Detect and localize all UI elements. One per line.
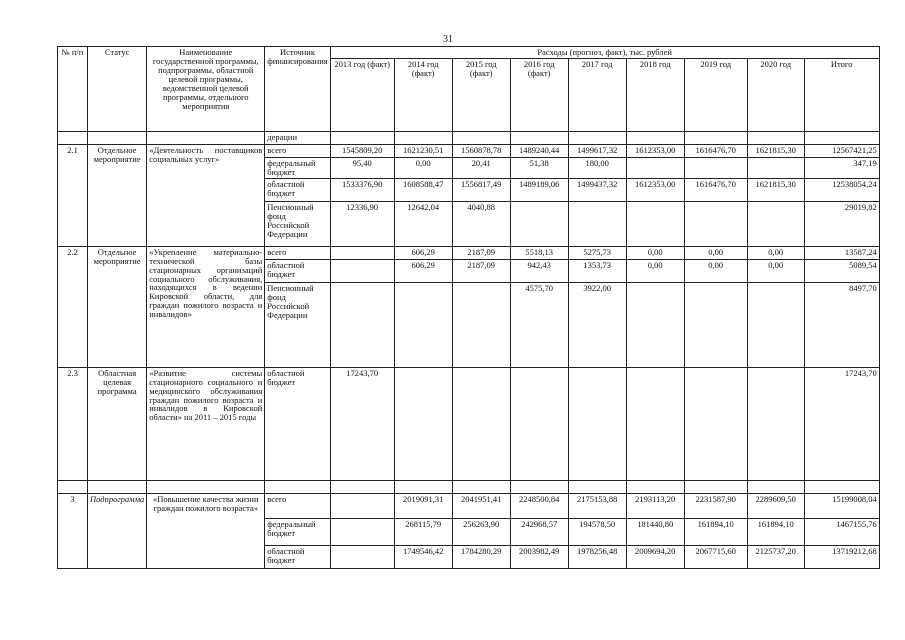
header-name: Наименование государственной программы, подпрограммы, областной целевой программы, ведомственной целевой программы, отдельного мероприятия: [147, 47, 265, 132]
row-source: Пенсионный фонд Российской Федерации: [265, 282, 330, 367]
row-status: Отдельное мероприятие: [88, 144, 147, 246]
row-status: Подпрограмма: [88, 493, 147, 568]
row-value: 0,00: [626, 259, 684, 282]
carry-over-row: [58, 131, 880, 144]
header-status: Статус: [88, 47, 147, 132]
row-value: [747, 157, 804, 178]
row-value: [684, 282, 747, 367]
row-value: 17243,70: [330, 367, 394, 480]
row-value: 0,00: [684, 259, 747, 282]
carry-over-text: дерации: [265, 131, 330, 144]
row-value: [510, 201, 568, 246]
row-source: областной бюджет: [265, 545, 330, 568]
row-value: 180,00: [568, 157, 626, 178]
row-value: 1353,73: [568, 259, 626, 282]
row-value: 0,00: [747, 246, 804, 259]
row-source: Пенсионный фонд Российской Федерации: [265, 201, 330, 246]
empty-cell: [804, 131, 879, 144]
row-value: 2003982,49: [510, 545, 568, 568]
row-value: 2289609,50: [747, 493, 804, 518]
row-value: 20,41: [452, 157, 510, 178]
row-value: [394, 282, 452, 367]
row-value: 1621815,30: [747, 178, 804, 201]
header-expenses: Расходы (прогноз, факт), тыс. рублей: [330, 47, 879, 59]
empty-cell: [684, 480, 747, 493]
row-value: 1749546,42: [394, 545, 452, 568]
row-value: 1621230,51: [394, 144, 452, 157]
row-source: областной бюджет: [265, 367, 330, 480]
empty-cell: [88, 131, 147, 144]
row-value: 8497,70: [804, 282, 879, 367]
empty-cell: [147, 131, 265, 144]
row-value: 1612353,00: [626, 144, 684, 157]
header-year: 2018 год: [626, 58, 684, 131]
row-value: 0,00: [747, 259, 804, 282]
empty-cell: [684, 131, 747, 144]
row-value: 606,29: [394, 246, 452, 259]
row-value: 268115,79: [394, 518, 452, 545]
table-row: [58, 144, 880, 157]
empty-cell: [568, 480, 626, 493]
empty-cell: [265, 480, 330, 493]
row-value: 1467155,76: [804, 518, 879, 545]
empty-cell: [58, 131, 88, 144]
empty-cell: [510, 480, 568, 493]
empty-cell: [330, 480, 394, 493]
row-value: 161894,10: [747, 518, 804, 545]
row-value: [747, 367, 804, 480]
row-value: 12567421,25: [804, 144, 879, 157]
row-value: 1616476,70: [684, 144, 747, 157]
empty-cell: [330, 131, 394, 144]
row-value: [330, 518, 394, 545]
row-value: 1545809,20: [330, 144, 394, 157]
row-value: 161894,10: [684, 518, 747, 545]
row-source: всего: [265, 144, 330, 157]
row-value: 2175153,88: [568, 493, 626, 518]
row-value: 1621815,30: [747, 144, 804, 157]
row-source: всего: [265, 493, 330, 518]
row-value: 256263,90: [452, 518, 510, 545]
row-value: 15199008,04: [804, 493, 879, 518]
row-value: 1499437,32: [568, 178, 626, 201]
row-num: 3: [58, 493, 88, 568]
row-value: 1608588,47: [394, 178, 452, 201]
row-value: [330, 246, 394, 259]
row-value: 3922,00: [568, 282, 626, 367]
empty-cell: [626, 131, 684, 144]
row-num: 2.1: [58, 144, 88, 246]
row-value: 1616476,70: [684, 178, 747, 201]
row-value: 4040,88: [452, 201, 510, 246]
empty-cell: [510, 131, 568, 144]
empty-cell: [88, 480, 147, 493]
row-value: 0,00: [394, 157, 452, 178]
row-value: [747, 282, 804, 367]
expenses-table: [57, 46, 880, 569]
row-value: 2019091,31: [394, 493, 452, 518]
row-status: Областная целевая программа: [88, 367, 147, 480]
row-value: [568, 367, 626, 480]
row-name: «Укрепление материально-технической базы стационарных организаций социального обслуживания, находящихся в ведении Кировской области, для граждан пожилого возраста и инвалидов»: [147, 246, 265, 367]
row-value: 95,40: [330, 157, 394, 178]
row-value: 51,38: [510, 157, 568, 178]
row-value: [330, 493, 394, 518]
row-value: [684, 367, 747, 480]
row-status: Отдельное мероприятие: [88, 246, 147, 367]
header-year: 2020 год: [747, 58, 804, 131]
row-value: 606,29: [394, 259, 452, 282]
header-year: 2015 год (факт): [452, 58, 510, 131]
row-value: [330, 545, 394, 568]
row-value: 5518,13: [510, 246, 568, 259]
empty-cell: [394, 480, 452, 493]
row-value: 13587,24: [804, 246, 879, 259]
header-year: 2014 год (факт): [394, 58, 452, 131]
empty-cell: [147, 480, 265, 493]
row-value: 1533376,90: [330, 178, 394, 201]
empty-cell: [452, 480, 510, 493]
page-number: 31: [443, 34, 453, 45]
row-source: всего: [265, 246, 330, 259]
header-year: Итого: [804, 58, 879, 131]
row-value: 2248500,84: [510, 493, 568, 518]
row-value: 2067715,60: [684, 545, 747, 568]
row-value: [684, 157, 747, 178]
row-value: 12642,04: [394, 201, 452, 246]
row-value: 347,19: [804, 157, 879, 178]
row-value: 5089,54: [804, 259, 879, 282]
row-value: 1489189,06: [510, 178, 568, 201]
empty-cell: [747, 131, 804, 144]
row-value: [452, 282, 510, 367]
row-value: 2187,09: [452, 246, 510, 259]
row-value: 1556817,49: [452, 178, 510, 201]
row-value: 12538054,24: [804, 178, 879, 201]
row-value: 1784280,29: [452, 545, 510, 568]
row-value: 13719212,68: [804, 545, 879, 568]
row-value: 17243,70: [804, 367, 879, 480]
row-value: 1489240,44: [510, 144, 568, 157]
empty-cell: [568, 131, 626, 144]
empty-cell: [747, 480, 804, 493]
row-value: [394, 367, 452, 480]
header-num: № п/п: [58, 47, 88, 132]
header-source: Источник финансирования: [265, 47, 330, 132]
row-value: 4575,70: [510, 282, 568, 367]
row-name: «Повышение качества жизни граждан пожилого возраста»: [147, 493, 265, 568]
row-source: федеральный бюджет: [265, 518, 330, 545]
row-source: областной бюджет: [265, 178, 330, 201]
spacer-row: [58, 480, 880, 493]
row-num: 2.2: [58, 246, 88, 367]
row-value: [626, 201, 684, 246]
row-name: «Деятельность поставщиков социальных услуг»: [147, 144, 265, 246]
row-value: 1978256,48: [568, 545, 626, 568]
table-row: [58, 367, 880, 480]
row-value: 29019,82: [804, 201, 879, 246]
row-value: [568, 201, 626, 246]
row-value: 1612353,00: [626, 178, 684, 201]
row-value: 2231587,90: [684, 493, 747, 518]
row-value: [330, 259, 394, 282]
table-row: [58, 246, 880, 259]
row-value: [626, 367, 684, 480]
empty-cell: [626, 480, 684, 493]
row-value: 0,00: [626, 246, 684, 259]
row-value: 2009694,20: [626, 545, 684, 568]
row-name: «Развитие системы стационарного социального и медицинского обслуживания граждан пожилого возраста и инвалидов в Кировской области» на 2011 – 2015 годы: [147, 367, 265, 480]
row-value: 1499617,32: [568, 144, 626, 157]
row-value: 242968,57: [510, 518, 568, 545]
row-value: 12336,90: [330, 201, 394, 246]
empty-cell: [394, 131, 452, 144]
row-value: [330, 282, 394, 367]
empty-cell: [804, 480, 879, 493]
header-year: 2016 год (факт): [510, 58, 568, 131]
row-value: 2187,09: [452, 259, 510, 282]
row-value: 2041951,41: [452, 493, 510, 518]
row-value: 5275,73: [568, 246, 626, 259]
row-value: 942,43: [510, 259, 568, 282]
empty-cell: [58, 480, 88, 493]
row-value: [626, 282, 684, 367]
row-value: [510, 367, 568, 480]
row-value: [684, 201, 747, 246]
row-value: 2125737,20: [747, 545, 804, 568]
empty-cell: [452, 131, 510, 144]
row-value: 194578,50: [568, 518, 626, 545]
row-source: областной бюджет: [265, 259, 330, 282]
row-source: федеральный бюджет: [265, 157, 330, 178]
row-value: [626, 157, 684, 178]
row-value: 181440,80: [626, 518, 684, 545]
row-value: 1560878,78: [452, 144, 510, 157]
row-value: 0,00: [684, 246, 747, 259]
header-row: [58, 47, 880, 59]
row-value: [747, 201, 804, 246]
header-year: 2019 год: [684, 58, 747, 131]
table-row: [58, 493, 880, 518]
header-year: 2013 год (факт): [330, 58, 394, 131]
header-year: 2017 год: [568, 58, 626, 131]
row-num: 2.3: [58, 367, 88, 480]
row-value: [452, 367, 510, 480]
row-value: 2193113,20: [626, 493, 684, 518]
